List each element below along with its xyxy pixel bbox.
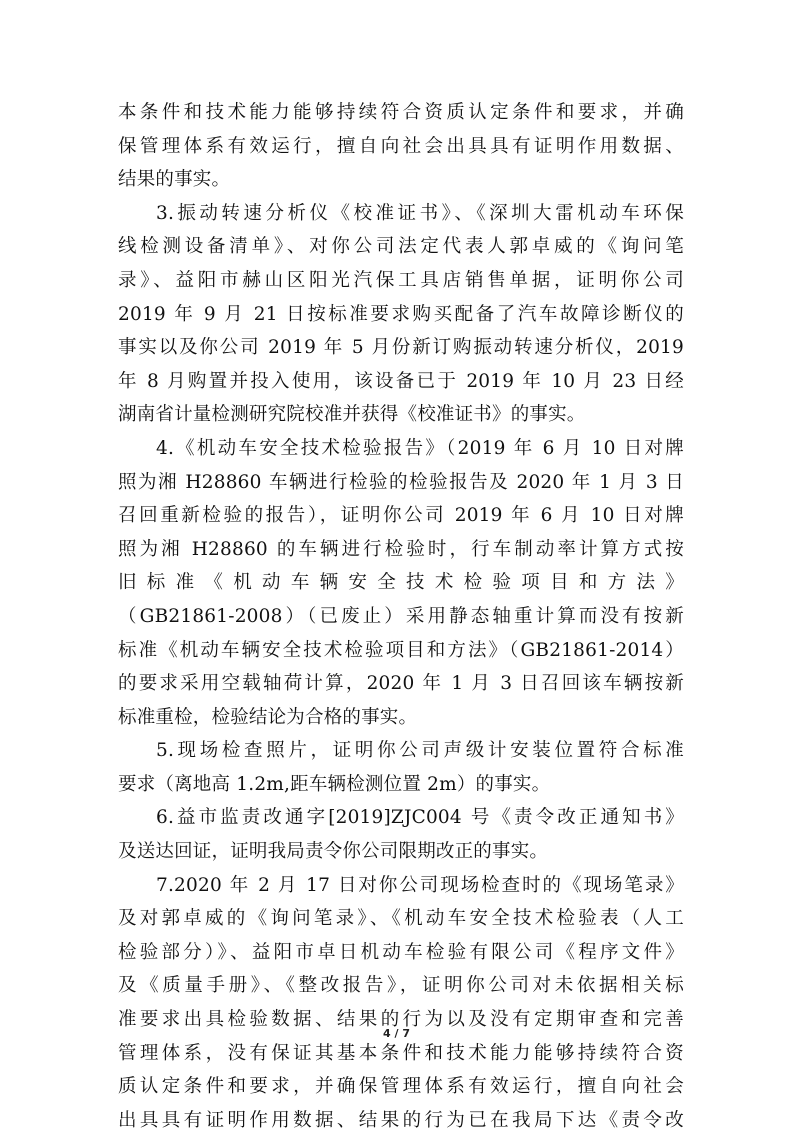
text-line: 标准重检，检验结论为合格的事实。 (118, 706, 418, 728)
text-line: 照为湘 H28860 车辆进行检验的检验报告及 2020 年 1 月 3 日 (118, 471, 684, 493)
text-line: 及对郭卓威的《询问笔录》、《机动车安全技术检验表（人工 (118, 908, 684, 930)
text-line: 结果的事实。 (118, 169, 231, 191)
text-line: 质认定条件和要求，并确保管理体系有效运行，擅自向社会 (118, 1076, 684, 1098)
text-line: （GB21861-2008）（已废止）采用静态轴重计算而没有按新 (118, 605, 684, 627)
text-line: 5.现场检查照片，证明你公司声级计安装位置符合标准 (156, 740, 684, 762)
text-line: 管理体系，没有保证其基本条件和技术能力能够持续符合资 (118, 1042, 684, 1064)
text-line: 召回重新检验的报告），证明你公司 2019 年 6 月 10 日对牌 (118, 505, 684, 527)
text-line: 保管理体系有效运行，擅自向社会出具具有证明作用数据、 (118, 135, 684, 157)
text-line: 照为湘 H28860 的车辆进行检验时，行车制动率计算方式按 (118, 538, 684, 560)
text-line: 本条件和技术能力能够持续符合资质认定条件和要求，并确 (118, 102, 684, 123)
text-line: 湖南省计量检测研究院校准并获得《校准证书》的事实。 (118, 404, 586, 426)
text-line: 4.《机动车安全技术检验报告》（2019 年 6 月 10 日对牌 (156, 437, 684, 459)
text-line: 6.益市监责改通字[2019]ZJC004 号《责令改正通知书》 (156, 807, 684, 829)
text-line: 2019 年 9 月 21 日按标准要求购买配备了汽车故障诊断仪的 (118, 303, 684, 325)
page-number: 4 / 7 (383, 1027, 410, 1040)
text-line: 出具具有证明作用数据、结果的行为已在我局下达《责令改 (118, 1109, 684, 1131)
text-line: 年 8 月购置并投入使用，该设备已于 2019 年 10 月 23 日经 (118, 370, 684, 392)
text-line: 录》、益阳市赫山区阳光汽保工具店销售单据，证明你公司 (118, 269, 684, 291)
text-line: 7.2020 年 2 月 17 日对你公司现场检查时的《现场笔录》 (156, 874, 684, 896)
document-body (118, 96, 684, 1137)
text-line: 的要求采用空载轴荷计算，2020 年 1 月 3 日召回该车辆按新 (118, 673, 684, 695)
text-line: 事实以及你公司 2019 年 5 月份新订购振动转速分析仪，2019 (118, 337, 684, 359)
text-line: 要求（离地高 1.2m,距车辆检测位置 2m）的事实。 (118, 773, 551, 795)
text-line: 旧标准《机动车辆安全技术检验项目和方法》 (118, 572, 684, 594)
text-line: 标准《机动车辆安全技术检验项目和方法》（GB21861-2014） (118, 639, 684, 661)
text-line: 线检测设备清单》、对你公司法定代表人郭卓威的《询问笔 (118, 236, 684, 258)
text-line: 及《质量手册》、《整改报告》，证明你公司对未依据相关标 (118, 975, 684, 997)
text-line: 检验部分）》、益阳市卓日机动车检验有限公司《程序文件》 (118, 941, 684, 963)
text-line: 准要求出具检验数据、结果的行为以及没有定期审查和完善 (118, 1009, 684, 1031)
text-line: 及送达回证，证明我局责令你公司限期改正的事实。 (118, 841, 549, 863)
text-line: 3.振动转速分析仪《校准证书》、《深圳大雷机动车环保 (156, 202, 684, 224)
